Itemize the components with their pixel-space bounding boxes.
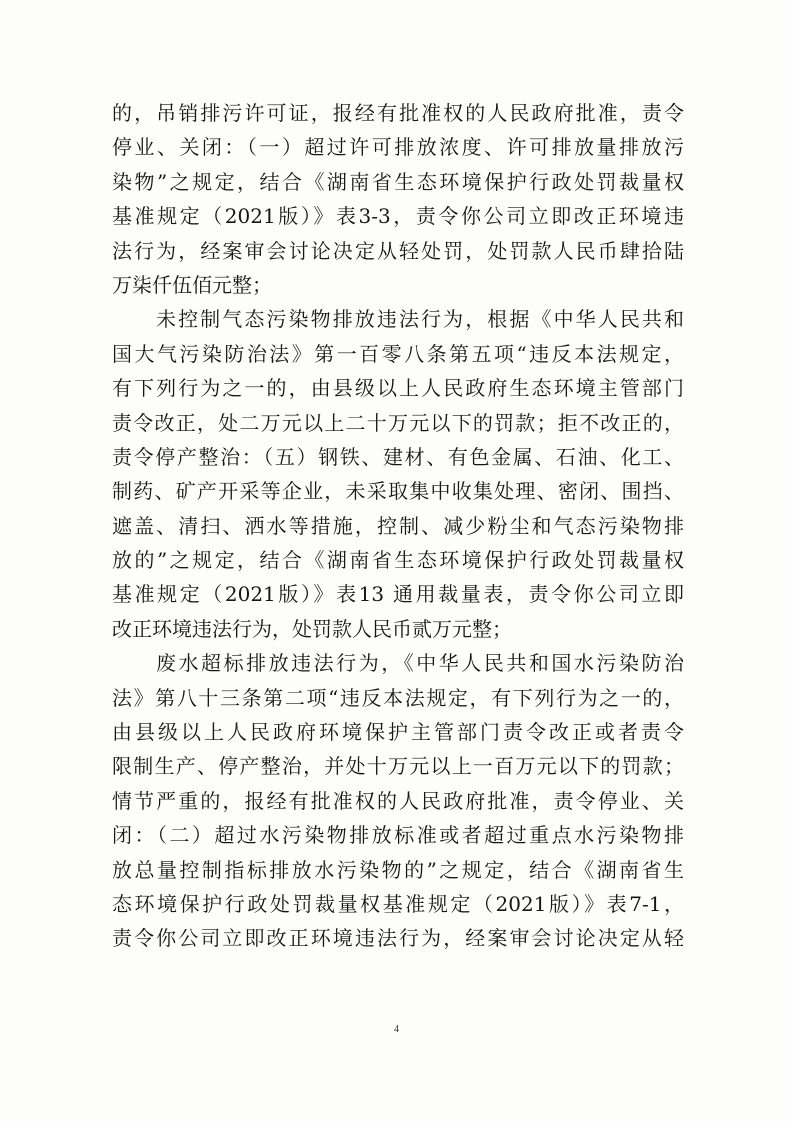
text-line: 染物”之规定，结合《湖南省生态环境保护行政处罚裁量权 bbox=[112, 169, 684, 194]
text-line: 基准规定（2021版）》表13 通用裁量表，责令你公司立即 bbox=[112, 582, 684, 607]
text-line: 限制生产、停产整治，并处十万元以上一百万元以下的罚款； bbox=[112, 754, 684, 779]
text-line: 基准规定（2021版）》表3-3，责令你公司立即改正环境违 bbox=[112, 204, 684, 229]
text-line: 废水超标排放违法行为，《中华人民共和国水污染防治 bbox=[156, 651, 684, 676]
text-line: 态环境保护行政处罚裁量权基准规定（2021版）》表7-1， bbox=[112, 891, 684, 916]
text-line: 放总量控制指标排放水污染物的”之规定，结合《湖南省生 bbox=[112, 857, 684, 882]
text-line: 遮盖、清扫、洒水等措施，控制、减少粉尘和气态污染物排 bbox=[112, 513, 684, 538]
text-line: 由县级以上人民政府环境保护主管部门责令改正或者责令 bbox=[112, 720, 684, 745]
text-line: 制药、矿产开采等企业，未采取集中收集处理、密闭、围挡、 bbox=[112, 479, 684, 504]
page-number: 4 bbox=[394, 1024, 399, 1035]
text-line: 改正环境违法行为，处罚款人民币贰万元整； bbox=[112, 616, 512, 641]
text-line: 闭：（二）超过水污染物排放标准或者超过重点水污染物排 bbox=[112, 823, 684, 848]
text-line: 放的”之规定，结合《湖南省生态环境保护行政处罚裁量权 bbox=[112, 548, 684, 573]
text-line: 停业、关闭：（一）超过许可排放浓度、许可排放量排放污 bbox=[112, 135, 684, 160]
text-line: 法》第八十三条第二项“违反本法规定，有下列行为之一的， bbox=[112, 685, 684, 710]
text-line: 责令改正，处二万元以上二十万元以下的罚款；拒不改正的， bbox=[112, 410, 684, 435]
text-line: 责令你公司立即改正环境违法行为，经案审会讨论决定从轻 bbox=[112, 926, 684, 951]
text-line: 万柒仟伍佰元整； bbox=[112, 272, 272, 297]
text-line: 未控制气态污染物排放违法行为，根据《中华人民共和 bbox=[156, 307, 684, 332]
text-line: 责令停产整治：（五）钢铁、建材、有色金属、石油、化工、 bbox=[112, 444, 684, 469]
text-line: 的，吊销排污许可证，报经有批准权的人民政府批准，责令 bbox=[112, 101, 684, 125]
text-line: 国大气污染防治法》第一百零八条第五项“违反本法规定， bbox=[112, 341, 684, 366]
body-text bbox=[112, 96, 684, 956]
text-line: 法行为，经案审会讨论决定从轻处罚，处罚款人民币肆拾陆 bbox=[112, 238, 684, 263]
text-line: 情节严重的，报经有批准权的人民政府批准，责令停业、关 bbox=[112, 788, 684, 813]
text-line: 有下列行为之一的，由县级以上人民政府生态环境主管部门 bbox=[112, 376, 684, 401]
